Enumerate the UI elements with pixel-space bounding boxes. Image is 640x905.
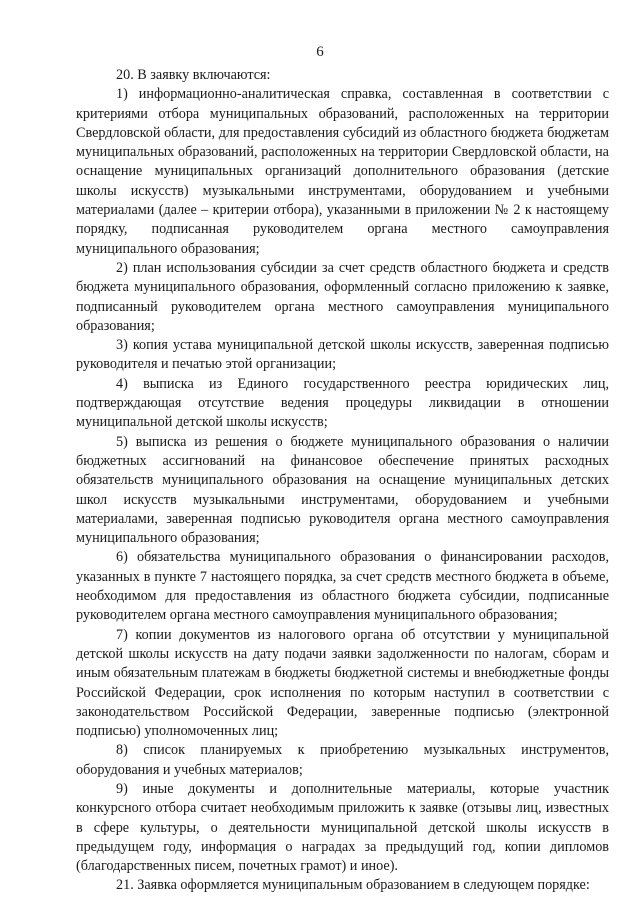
paragraph-item-5: 5) выписка из решения о бюджете муниципального образования о наличии бюджетных ассигнований на финансовое обеспечение принятых расходных обязательств муниципального образования на оснащение муниципальных детских школ искусств музыкальными инструментами, оборудованием и учебными материалами, заверенная подписью руководителя органа местного самоуправления муниципального образования; <box>76 433 609 547</box>
paragraph-item-7: 7) копии документов из налогового органа об отсутствии у муниципальной детской школы искусств на дату подачи заявки задолженности по налогам, сборам и иным обязательным платежам в бюджеты бюджетной системы и внебюджетные фонды Российской Федерации, срок исполнения по которым наступил в соответствии с законодательством Российской Федерации, заверенные подписью (электронной подписью) уполномоченных лиц; <box>76 626 609 740</box>
paragraph-item-4: 4) выписка из Единого государственного реестра юридических лиц, подтверждающая отсутствие ведения процедуры ликвидации в отношении муниципальной детской школы искусств; <box>76 375 609 431</box>
paragraph-item-8: 8) список планируемых к приобретению музыкальных инструментов, оборудования и учебных материалов; <box>76 742 609 778</box>
paragraph-20-heading: 20. В заявку включаются: <box>116 67 271 83</box>
paragraph-item-1: 1) информационно-аналитическая справка, составленная в соответствии с критериями отбора муниципальных образований, расположенных на территории Свердловской области, для предоставления субсидий из областного бюджета бюджетам муниципальных образований, расположенных на территории Свердловской области, на оснащение муниципальных организаций дополнительного образования (детские школы искусств) музыкальными инструментами, оборудованием и учебными материалами (далее – критерии отбора), указанными в приложении № 2 к настоящему порядку, подписанная руководителем органа местного самоуправления муниципального образования; <box>76 86 609 257</box>
paragraph-21: 21. Заявка оформляется муниципальным образованием в следующем порядке: <box>116 877 590 894</box>
paragraph-item-6: 6) обязательства муниципального образования о финансировании расходов, указанных в пункте 7 настоящего порядка, за счет средств местного бюджета в объеме, необходимом для предоставления из областного бюджета субсидии, подписанные руководителем органа местного самоуправления муниципального образования; <box>76 549 609 624</box>
page-number: 6 <box>316 44 324 60</box>
paragraph-item-2: 2) план использования субсидии за счет средств областного бюджета и средств бюджета муниципального образования, оформленный согласно приложению к заявке, подписанный руководителем органа местного самоуправления муниципального образования; <box>76 259 609 334</box>
paragraph-item-9: 9) иные документы и дополнительные материалы, которые участник конкурсного отбора считает необходимым приложить к заявке (отзывы лиц, известных в сфере культуры, о деятельности муниципальной детской школы искусств в предыдущем году, информация о наградах за предыдущий год, копии дипломов (благодарственных писем, почетных грамот) и иное). <box>76 780 609 875</box>
document-body <box>76 66 609 896</box>
paragraph-item-3: 3) копия устава муниципальной детской школы искусств, заверенная подписью руководителя и печатью этой организации; <box>76 337 609 373</box>
